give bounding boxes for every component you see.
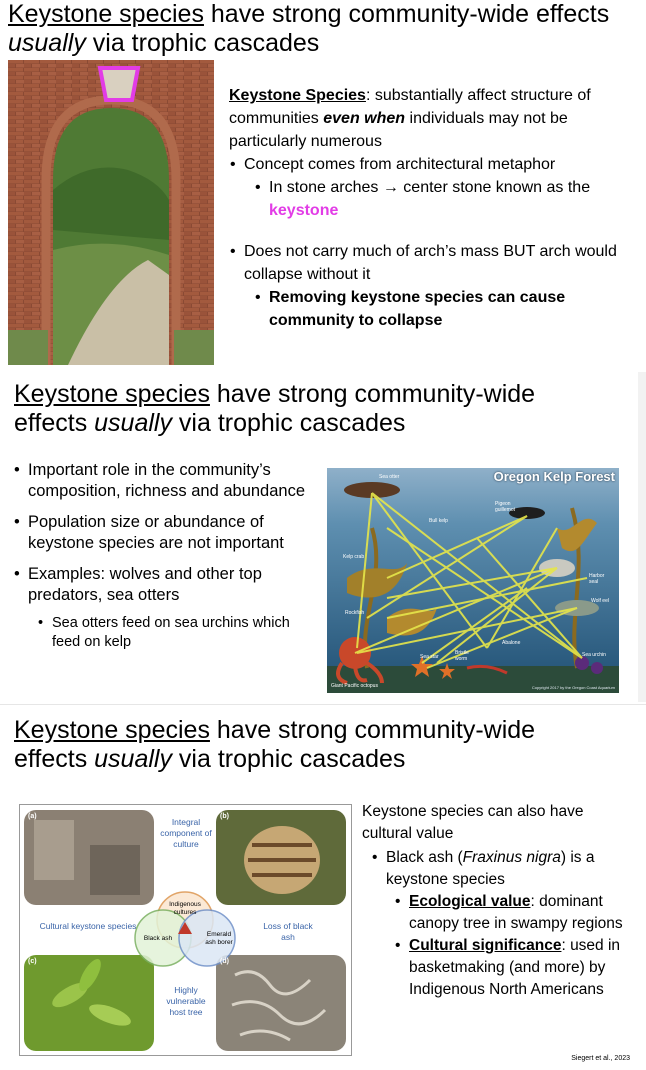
kelp-forest-title: Oregon Kelp Forest xyxy=(493,469,615,484)
black-ash-figure xyxy=(19,804,352,1056)
cultural-keystone-label: Cultural keystone species xyxy=(39,921,137,931)
label-wolf-eel: Wolf eel xyxy=(591,598,609,604)
label-harbor-seal: Harbor seal xyxy=(589,573,605,585)
bullet-population-size: • Population size or abundance of keystone species are not important xyxy=(28,512,313,554)
slide-divider xyxy=(0,704,646,705)
slide-2-title: Keystone species have strong community-wide effects usually via trophic cascades xyxy=(14,380,536,437)
label-sea-star: Sea star xyxy=(420,654,439,660)
label-rockfish: Rockfish xyxy=(345,610,365,616)
bullet-important-role: • Important role in the community’s composition, richness and abundance xyxy=(28,460,313,502)
cultural-value-intro: Keystone species can also have cultural value xyxy=(362,803,584,842)
integral-component-label: Integral component of culture xyxy=(160,817,212,849)
panel-a-label: (a) xyxy=(28,813,37,820)
label-pigeon-guillemot: Pigeon guillemot xyxy=(495,501,516,513)
bullet-architectural-metaphor: • Concept comes from architectural metaphor xyxy=(244,153,629,176)
panel-b-label: (b) xyxy=(220,813,229,820)
label-sea-urchin: Sea urchin xyxy=(582,652,606,658)
label-kelp-crab: Kelp crab xyxy=(343,554,365,560)
bullet-stone-arches: • In stone arches → center stone known as the keystone xyxy=(269,176,629,222)
label-octopus: Giant Pacific octopus xyxy=(331,683,378,689)
bullet-removing-keystone: • Removing keystone species can cause community to collapse xyxy=(269,286,629,332)
slide-2-body xyxy=(28,460,313,652)
slide-1-body xyxy=(229,84,629,332)
slide-1 xyxy=(0,0,646,366)
title-keystone-species: Keystone species xyxy=(8,0,204,28)
slide-2 xyxy=(0,372,646,702)
vulnerable-host-label: Highly vulnerable host tree xyxy=(166,985,206,1017)
slide-edge xyxy=(638,372,646,702)
loss-of-black-ash-label: Loss of black ash xyxy=(263,921,313,942)
bullet-ecological-value: • Ecological value: dominant canopy tree in swampy regions xyxy=(409,891,632,935)
panel-d-label: (d) xyxy=(220,958,229,965)
slide-1-title: Keystone species have strong community-wide effects usually via trophic cascades xyxy=(8,0,610,57)
label-bristle-worm: Bristle worm xyxy=(455,650,469,662)
bullet-arch-mass: • Does not carry much of arch’s mass BUT arch would collapse without it xyxy=(244,240,629,286)
venn-indigenous-cultures: Indigenous cultures xyxy=(169,901,201,916)
venn-black-ash: Black ash xyxy=(143,935,173,942)
bullet-black-ash: • Black ash (Fraxinus nigra) is a keystone species xyxy=(386,847,632,891)
slide-3 xyxy=(0,704,646,1070)
label-abalone: Abalone xyxy=(502,640,521,646)
panel-c-label: (c) xyxy=(28,958,37,965)
citation: Siegert et al., 2023 xyxy=(571,1055,630,1062)
slide-3-title: Keystone species have strong community-wide effects usually via trophic cascades xyxy=(14,716,536,773)
keystone-definition: Keystone Species: substantially affect structure of communities even when individuals may not be particularly numerous xyxy=(229,87,591,150)
kelp-forest-food-web xyxy=(327,468,619,693)
bullet-sea-otters: • Sea otters feed on sea urchins which feed on kelp xyxy=(52,614,313,652)
bullet-examples: • Examples: wolves and other top predators, sea otters xyxy=(28,564,313,606)
right-arrow-icon: → xyxy=(382,179,399,196)
stone-arch-photo xyxy=(8,60,214,365)
bullet-cultural-significance: • Cultural significance: used in basketmaking (and more) by Indigenous North Americans xyxy=(409,935,632,1001)
label-copyright: Copyright 2017 by the Oregon Coast Aquarium xyxy=(531,685,615,690)
slide-3-body xyxy=(362,801,632,1001)
label-sea-otter: Sea otter xyxy=(379,474,400,480)
label-bull-kelp: Bull kelp xyxy=(429,518,448,524)
keystone-highlight: keystone xyxy=(269,202,339,219)
venn-emerald-ash-borer: Emerald ash borer xyxy=(205,931,233,946)
